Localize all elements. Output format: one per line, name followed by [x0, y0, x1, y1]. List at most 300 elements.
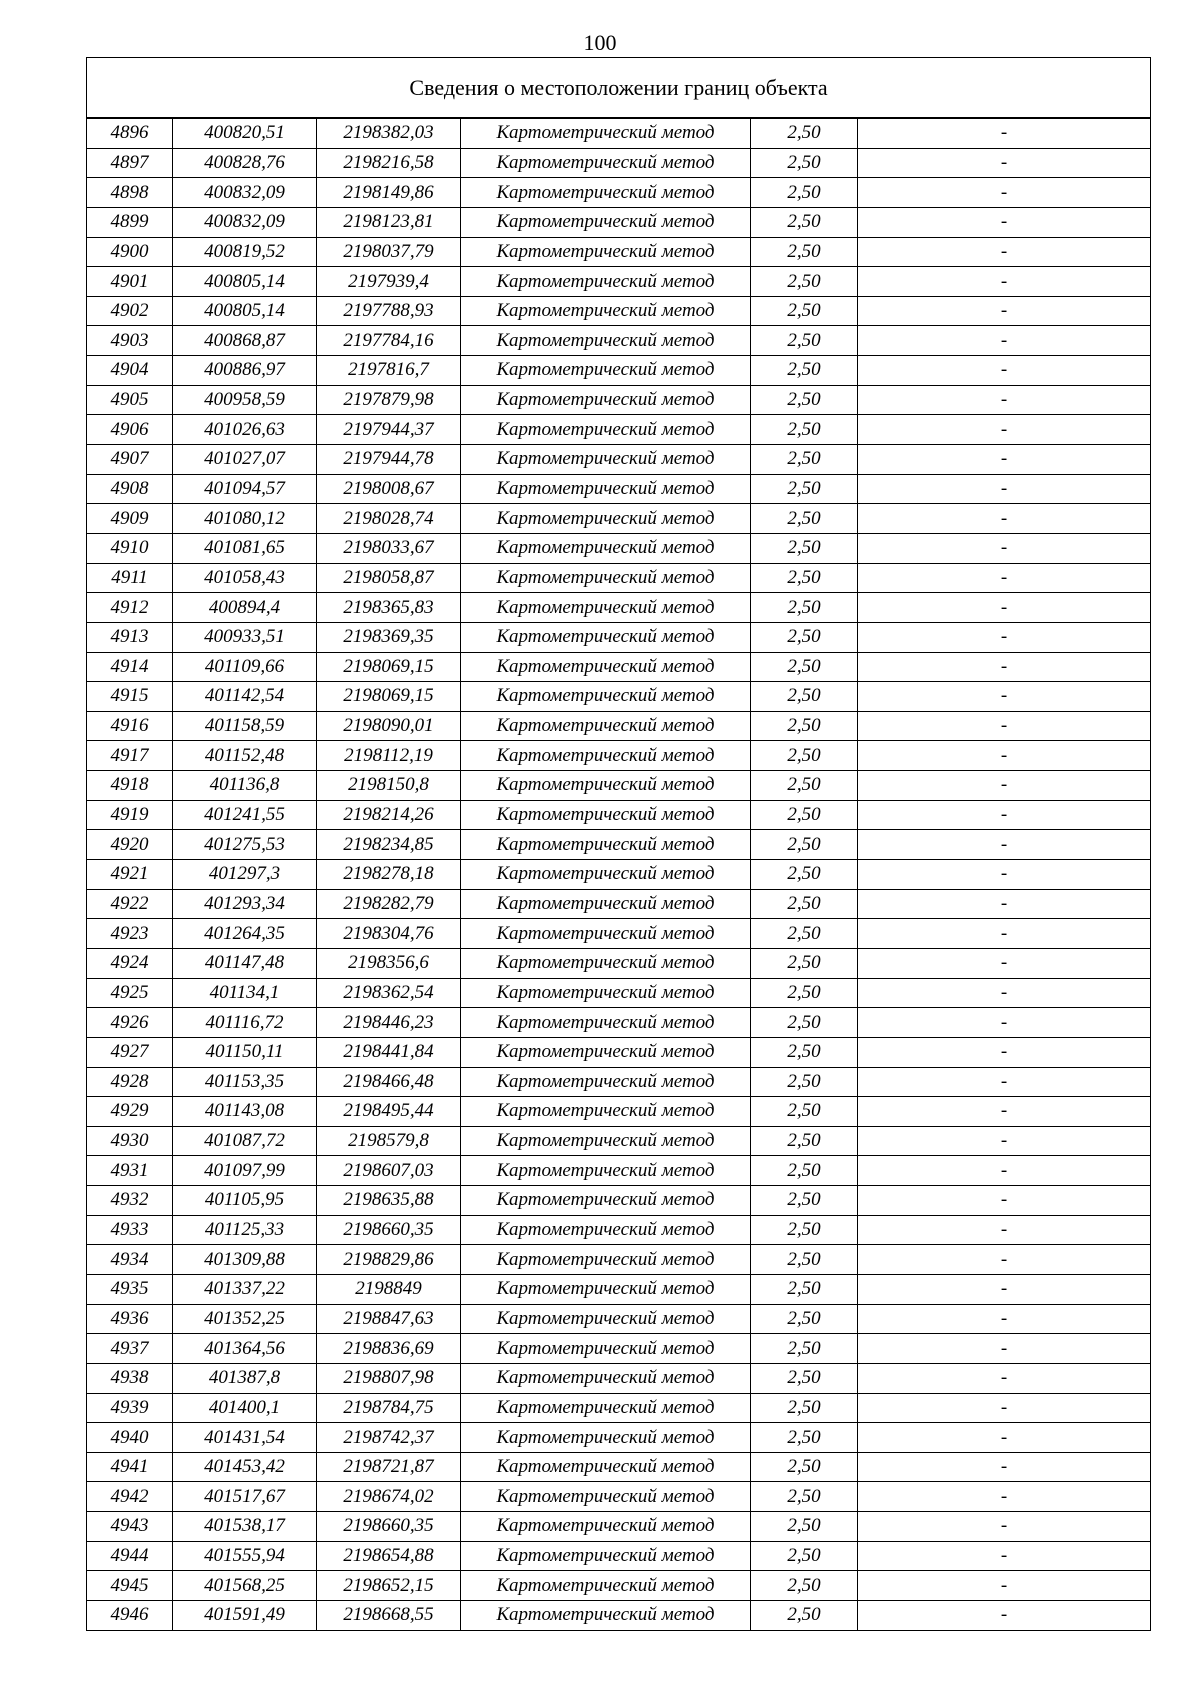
point-number-cell: 4915 [87, 682, 173, 712]
x-coordinate-cell: 400933,51 [173, 622, 317, 652]
description-cell: - [858, 267, 1151, 297]
table-row [87, 1452, 1151, 1482]
description-cell: - [858, 385, 1151, 415]
x-coordinate-cell: 401158,59 [173, 711, 317, 741]
description-cell: - [858, 1423, 1151, 1453]
description-cell: - [858, 148, 1151, 178]
point-number-cell: 4932 [87, 1186, 173, 1216]
y-coordinate-cell: 2198123,81 [317, 207, 461, 237]
method-cell: Картометрический метод [461, 800, 751, 830]
y-coordinate-cell: 2198216,58 [317, 148, 461, 178]
method-cell: Картометрический метод [461, 1186, 751, 1216]
point-number-cell: 4943 [87, 1512, 173, 1542]
description-cell: - [858, 1037, 1151, 1067]
y-coordinate-cell: 2198282,79 [317, 889, 461, 919]
point-number-cell: 4899 [87, 207, 173, 237]
method-cell: Картометрический метод [461, 1334, 751, 1364]
x-coordinate-cell: 401364,56 [173, 1334, 317, 1364]
table-row [87, 652, 1151, 682]
description-cell: - [858, 652, 1151, 682]
x-coordinate-cell: 401309,88 [173, 1245, 317, 1275]
accuracy-cell: 2,50 [751, 800, 858, 830]
x-coordinate-cell: 401517,67 [173, 1482, 317, 1512]
method-cell: Картометрический метод [461, 1452, 751, 1482]
table-row [87, 474, 1151, 504]
x-coordinate-cell: 401568,25 [173, 1571, 317, 1601]
table-row [87, 1571, 1151, 1601]
point-number-cell: 4900 [87, 237, 173, 267]
point-number-cell: 4934 [87, 1245, 173, 1275]
x-coordinate-cell: 401352,25 [173, 1304, 317, 1334]
y-coordinate-cell: 2198674,02 [317, 1482, 461, 1512]
y-coordinate-cell: 2198362,54 [317, 978, 461, 1008]
table-row [87, 830, 1151, 860]
x-coordinate-cell: 401293,34 [173, 889, 317, 919]
x-coordinate-cell: 401264,35 [173, 919, 317, 949]
table-row [87, 118, 1151, 148]
x-coordinate-cell: 401538,17 [173, 1512, 317, 1542]
x-coordinate-cell: 401387,8 [173, 1363, 317, 1393]
accuracy-cell: 2,50 [751, 771, 858, 801]
accuracy-cell: 2,50 [751, 385, 858, 415]
description-cell: - [858, 1571, 1151, 1601]
method-cell: Картометрический метод [461, 326, 751, 356]
y-coordinate-cell: 2198069,15 [317, 682, 461, 712]
point-number-cell: 4916 [87, 711, 173, 741]
x-coordinate-cell: 401143,08 [173, 1097, 317, 1127]
method-cell: Картометрический метод [461, 385, 751, 415]
x-coordinate-cell: 401080,12 [173, 504, 317, 534]
description-cell: - [858, 711, 1151, 741]
x-coordinate-cell: 401337,22 [173, 1274, 317, 1304]
x-coordinate-cell: 401027,07 [173, 445, 317, 475]
table-row [87, 622, 1151, 652]
method-cell: Картометрический метод [461, 1304, 751, 1334]
y-coordinate-cell: 2198466,48 [317, 1067, 461, 1097]
accuracy-cell: 2,50 [751, 296, 858, 326]
x-coordinate-cell: 400805,14 [173, 296, 317, 326]
method-cell: Картометрический метод [461, 1245, 751, 1275]
point-number-cell: 4937 [87, 1334, 173, 1364]
method-cell: Картометрический метод [461, 1156, 751, 1186]
description-cell: - [858, 1008, 1151, 1038]
method-cell: Картометрический метод [461, 1423, 751, 1453]
table-row [87, 445, 1151, 475]
y-coordinate-cell: 2198635,88 [317, 1186, 461, 1216]
description-cell: - [858, 1512, 1151, 1542]
accuracy-cell: 2,50 [751, 1274, 858, 1304]
description-cell: - [858, 1363, 1151, 1393]
method-cell: Картометрический метод [461, 415, 751, 445]
accuracy-cell: 2,50 [751, 1156, 858, 1186]
x-coordinate-cell: 401094,57 [173, 474, 317, 504]
y-coordinate-cell: 2198069,15 [317, 652, 461, 682]
accuracy-cell: 2,50 [751, 474, 858, 504]
table-row [87, 1245, 1151, 1275]
y-coordinate-cell: 2197784,16 [317, 326, 461, 356]
x-coordinate-cell: 401297,3 [173, 860, 317, 890]
y-coordinate-cell: 2198150,8 [317, 771, 461, 801]
description-cell: - [858, 830, 1151, 860]
description-cell: - [858, 326, 1151, 356]
point-number-cell: 4939 [87, 1393, 173, 1423]
description-cell: - [858, 1126, 1151, 1156]
method-cell: Картометрический метод [461, 771, 751, 801]
accuracy-cell: 2,50 [751, 741, 858, 771]
y-coordinate-cell: 2198090,01 [317, 711, 461, 741]
method-cell: Картометрический метод [461, 178, 751, 208]
x-coordinate-cell: 401275,53 [173, 830, 317, 860]
description-cell: - [858, 504, 1151, 534]
x-coordinate-cell: 400894,4 [173, 593, 317, 623]
method-cell: Картометрический метод [461, 148, 751, 178]
point-number-cell: 4908 [87, 474, 173, 504]
x-coordinate-cell: 401400,1 [173, 1393, 317, 1423]
point-number-cell: 4902 [87, 296, 173, 326]
point-number-cell: 4925 [87, 978, 173, 1008]
method-cell: Картометрический метод [461, 622, 751, 652]
table-row [87, 1008, 1151, 1038]
x-coordinate-cell: 401134,1 [173, 978, 317, 1008]
y-coordinate-cell: 2198668,55 [317, 1601, 461, 1631]
accuracy-cell: 2,50 [751, 1541, 858, 1571]
y-coordinate-cell: 2198721,87 [317, 1452, 461, 1482]
description-cell: - [858, 415, 1151, 445]
y-coordinate-cell: 2198149,86 [317, 178, 461, 208]
table-row [87, 1363, 1151, 1393]
table-row [87, 1126, 1151, 1156]
y-coordinate-cell: 2198807,98 [317, 1363, 461, 1393]
description-cell: - [858, 593, 1151, 623]
x-coordinate-cell: 400832,09 [173, 207, 317, 237]
description-cell: - [858, 1097, 1151, 1127]
y-coordinate-cell: 2198495,44 [317, 1097, 461, 1127]
table-row [87, 1423, 1151, 1453]
method-cell: Картометрический метод [461, 267, 751, 297]
x-coordinate-cell: 401152,48 [173, 741, 317, 771]
point-number-cell: 4920 [87, 830, 173, 860]
method-cell: Картометрический метод [461, 1601, 751, 1631]
point-number-cell: 4897 [87, 148, 173, 178]
description-cell: - [858, 1452, 1151, 1482]
table-row [87, 1215, 1151, 1245]
y-coordinate-cell: 2198441,84 [317, 1037, 461, 1067]
point-number-cell: 4917 [87, 741, 173, 771]
description-cell: - [858, 682, 1151, 712]
table-row [87, 860, 1151, 890]
method-cell: Картометрический метод [461, 118, 751, 148]
accuracy-cell: 2,50 [751, 682, 858, 712]
point-number-cell: 4944 [87, 1541, 173, 1571]
point-number-cell: 4931 [87, 1156, 173, 1186]
point-number-cell: 4924 [87, 948, 173, 978]
table-body [87, 58, 1151, 1631]
table-row [87, 1067, 1151, 1097]
table-row [87, 148, 1151, 178]
y-coordinate-cell: 2197788,93 [317, 296, 461, 326]
description-cell: - [858, 474, 1151, 504]
accuracy-cell: 2,50 [751, 1304, 858, 1334]
method-cell: Картометрический метод [461, 889, 751, 919]
x-coordinate-cell: 401109,66 [173, 652, 317, 682]
point-number-cell: 4910 [87, 533, 173, 563]
point-number-cell: 4909 [87, 504, 173, 534]
table-row [87, 948, 1151, 978]
x-coordinate-cell: 401058,43 [173, 563, 317, 593]
accuracy-cell: 2,50 [751, 593, 858, 623]
point-number-cell: 4946 [87, 1601, 173, 1631]
y-coordinate-cell: 2198037,79 [317, 237, 461, 267]
table-row [87, 1541, 1151, 1571]
page-number: 100 [583, 30, 617, 55]
y-coordinate-cell: 2198829,86 [317, 1245, 461, 1275]
accuracy-cell: 2,50 [751, 356, 858, 386]
description-cell: - [858, 1393, 1151, 1423]
description-cell: - [858, 860, 1151, 890]
accuracy-cell: 2,50 [751, 533, 858, 563]
table-row [87, 356, 1151, 386]
point-number-cell: 4936 [87, 1304, 173, 1334]
method-cell: Картометрический метод [461, 682, 751, 712]
point-number-cell: 4903 [87, 326, 173, 356]
table-row [87, 1334, 1151, 1364]
accuracy-cell: 2,50 [751, 1126, 858, 1156]
table-row [87, 237, 1151, 267]
table-row [87, 296, 1151, 326]
point-number-cell: 4921 [87, 860, 173, 890]
x-coordinate-cell: 401555,94 [173, 1541, 317, 1571]
method-cell: Картометрический метод [461, 1067, 751, 1097]
x-coordinate-cell: 400805,14 [173, 267, 317, 297]
point-number-cell: 4945 [87, 1571, 173, 1601]
method-cell: Картометрический метод [461, 1126, 751, 1156]
method-cell: Картометрический метод [461, 207, 751, 237]
y-coordinate-cell: 2198847,63 [317, 1304, 461, 1334]
x-coordinate-cell: 401136,8 [173, 771, 317, 801]
table-row [87, 1601, 1151, 1631]
table-row [87, 889, 1151, 919]
y-coordinate-cell: 2198652,15 [317, 1571, 461, 1601]
method-cell: Картометрический метод [461, 1215, 751, 1245]
method-cell: Картометрический метод [461, 1571, 751, 1601]
x-coordinate-cell: 400828,76 [173, 148, 317, 178]
accuracy-cell: 2,50 [751, 148, 858, 178]
description-cell: - [858, 445, 1151, 475]
accuracy-cell: 2,50 [751, 1571, 858, 1601]
point-number-cell: 4922 [87, 889, 173, 919]
description-cell: - [858, 1482, 1151, 1512]
y-coordinate-cell: 2197939,4 [317, 267, 461, 297]
y-coordinate-cell: 2198112,19 [317, 741, 461, 771]
description-cell: - [858, 533, 1151, 563]
y-coordinate-cell: 2198234,85 [317, 830, 461, 860]
table-row [87, 1274, 1151, 1304]
y-coordinate-cell: 2198654,88 [317, 1541, 461, 1571]
y-coordinate-cell: 2198369,35 [317, 622, 461, 652]
method-cell: Картометрический метод [461, 1037, 751, 1067]
accuracy-cell: 2,50 [751, 563, 858, 593]
accuracy-cell: 2,50 [751, 830, 858, 860]
x-coordinate-cell: 400886,97 [173, 356, 317, 386]
method-cell: Картометрический метод [461, 504, 751, 534]
accuracy-cell: 2,50 [751, 1512, 858, 1542]
method-cell: Картометрический метод [461, 860, 751, 890]
y-coordinate-cell: 2197944,37 [317, 415, 461, 445]
x-coordinate-cell: 401142,54 [173, 682, 317, 712]
accuracy-cell: 2,50 [751, 1245, 858, 1275]
method-cell: Картометрический метод [461, 1097, 751, 1127]
accuracy-cell: 2,50 [751, 1008, 858, 1038]
x-coordinate-cell: 401125,33 [173, 1215, 317, 1245]
description-cell: - [858, 1601, 1151, 1631]
method-cell: Картометрический метод [461, 563, 751, 593]
accuracy-cell: 2,50 [751, 1037, 858, 1067]
accuracy-cell: 2,50 [751, 1482, 858, 1512]
method-cell: Картометрический метод [461, 445, 751, 475]
y-coordinate-cell: 2198446,23 [317, 1008, 461, 1038]
method-cell: Картометрический метод [461, 741, 751, 771]
description-cell: - [858, 741, 1151, 771]
accuracy-cell: 2,50 [751, 415, 858, 445]
accuracy-cell: 2,50 [751, 445, 858, 475]
point-number-cell: 4918 [87, 771, 173, 801]
y-coordinate-cell: 2198356,6 [317, 948, 461, 978]
point-number-cell: 4911 [87, 563, 173, 593]
accuracy-cell: 2,50 [751, 1067, 858, 1097]
method-cell: Картометрический метод [461, 711, 751, 741]
point-number-cell: 4912 [87, 593, 173, 623]
table-row [87, 1393, 1151, 1423]
accuracy-cell: 2,50 [751, 978, 858, 1008]
point-number-cell: 4940 [87, 1423, 173, 1453]
description-cell: - [858, 1334, 1151, 1364]
point-number-cell: 4929 [87, 1097, 173, 1127]
description-cell: - [858, 237, 1151, 267]
method-cell: Картометрический метод [461, 593, 751, 623]
accuracy-cell: 2,50 [751, 711, 858, 741]
boundary-coordinates-table [86, 57, 1151, 1631]
x-coordinate-cell: 401453,42 [173, 1452, 317, 1482]
point-number-cell: 4919 [87, 800, 173, 830]
point-number-cell: 4928 [87, 1067, 173, 1097]
table-row [87, 326, 1151, 356]
table-row [87, 771, 1151, 801]
accuracy-cell: 2,50 [751, 1097, 858, 1127]
description-cell: - [858, 800, 1151, 830]
table-row [87, 1156, 1151, 1186]
point-number-cell: 4933 [87, 1215, 173, 1245]
x-coordinate-cell: 401097,99 [173, 1156, 317, 1186]
method-cell: Картометрический метод [461, 1512, 751, 1542]
y-coordinate-cell: 2198579,8 [317, 1126, 461, 1156]
method-cell: Картометрический метод [461, 919, 751, 949]
accuracy-cell: 2,50 [751, 504, 858, 534]
y-coordinate-cell: 2198028,74 [317, 504, 461, 534]
point-number-cell: 4930 [87, 1126, 173, 1156]
point-number-cell: 4906 [87, 415, 173, 445]
method-cell: Картометрический метод [461, 1482, 751, 1512]
accuracy-cell: 2,50 [751, 1601, 858, 1631]
point-number-cell: 4927 [87, 1037, 173, 1067]
method-cell: Картометрический метод [461, 533, 751, 563]
x-coordinate-cell: 401431,54 [173, 1423, 317, 1453]
point-number-cell: 4904 [87, 356, 173, 386]
y-coordinate-cell: 2198058,87 [317, 563, 461, 593]
accuracy-cell: 2,50 [751, 1334, 858, 1364]
accuracy-cell: 2,50 [751, 948, 858, 978]
point-number-cell: 4935 [87, 1274, 173, 1304]
x-coordinate-cell: 401241,55 [173, 800, 317, 830]
table-row [87, 178, 1151, 208]
point-number-cell: 4898 [87, 178, 173, 208]
y-coordinate-cell: 2197944,78 [317, 445, 461, 475]
accuracy-cell: 2,50 [751, 118, 858, 148]
table-row [87, 741, 1151, 771]
accuracy-cell: 2,50 [751, 919, 858, 949]
y-coordinate-cell: 2198836,69 [317, 1334, 461, 1364]
description-cell: - [858, 948, 1151, 978]
table-row [87, 1512, 1151, 1542]
x-coordinate-cell: 401081,65 [173, 533, 317, 563]
description-cell: - [858, 296, 1151, 326]
y-coordinate-cell: 2198304,76 [317, 919, 461, 949]
x-coordinate-cell: 400958,59 [173, 385, 317, 415]
x-coordinate-cell: 401087,72 [173, 1126, 317, 1156]
table-row [87, 1037, 1151, 1067]
table-title: Сведения о местоположении границ объекта [87, 58, 1151, 119]
table-row [87, 563, 1151, 593]
accuracy-cell: 2,50 [751, 1393, 858, 1423]
description-cell: - [858, 919, 1151, 949]
table-row [87, 978, 1151, 1008]
y-coordinate-cell: 2198742,37 [317, 1423, 461, 1453]
table-row [87, 533, 1151, 563]
description-cell: - [858, 1067, 1151, 1097]
point-number-cell: 4942 [87, 1482, 173, 1512]
point-number-cell: 4901 [87, 267, 173, 297]
accuracy-cell: 2,50 [751, 1186, 858, 1216]
accuracy-cell: 2,50 [751, 207, 858, 237]
y-coordinate-cell: 2198660,35 [317, 1512, 461, 1542]
method-cell: Картометрический метод [461, 1393, 751, 1423]
point-number-cell: 4926 [87, 1008, 173, 1038]
y-coordinate-cell: 2198382,03 [317, 118, 461, 148]
accuracy-cell: 2,50 [751, 889, 858, 919]
table-row [87, 504, 1151, 534]
y-coordinate-cell: 2198660,35 [317, 1215, 461, 1245]
table-row [87, 1097, 1151, 1127]
point-number-cell: 4914 [87, 652, 173, 682]
table-row [87, 919, 1151, 949]
description-cell: - [858, 1215, 1151, 1245]
x-coordinate-cell: 401153,35 [173, 1067, 317, 1097]
accuracy-cell: 2,50 [751, 1452, 858, 1482]
point-number-cell: 4938 [87, 1363, 173, 1393]
description-cell: - [858, 118, 1151, 148]
point-number-cell: 4907 [87, 445, 173, 475]
point-number-cell: 4905 [87, 385, 173, 415]
method-cell: Картометрический метод [461, 1541, 751, 1571]
method-cell: Картометрический метод [461, 652, 751, 682]
y-coordinate-cell: 2198849 [317, 1274, 461, 1304]
accuracy-cell: 2,50 [751, 178, 858, 208]
method-cell: Картометрический метод [461, 978, 751, 1008]
description-cell: - [858, 356, 1151, 386]
y-coordinate-cell: 2198008,67 [317, 474, 461, 504]
x-coordinate-cell: 400832,09 [173, 178, 317, 208]
description-cell: - [858, 1156, 1151, 1186]
x-coordinate-cell: 400820,51 [173, 118, 317, 148]
